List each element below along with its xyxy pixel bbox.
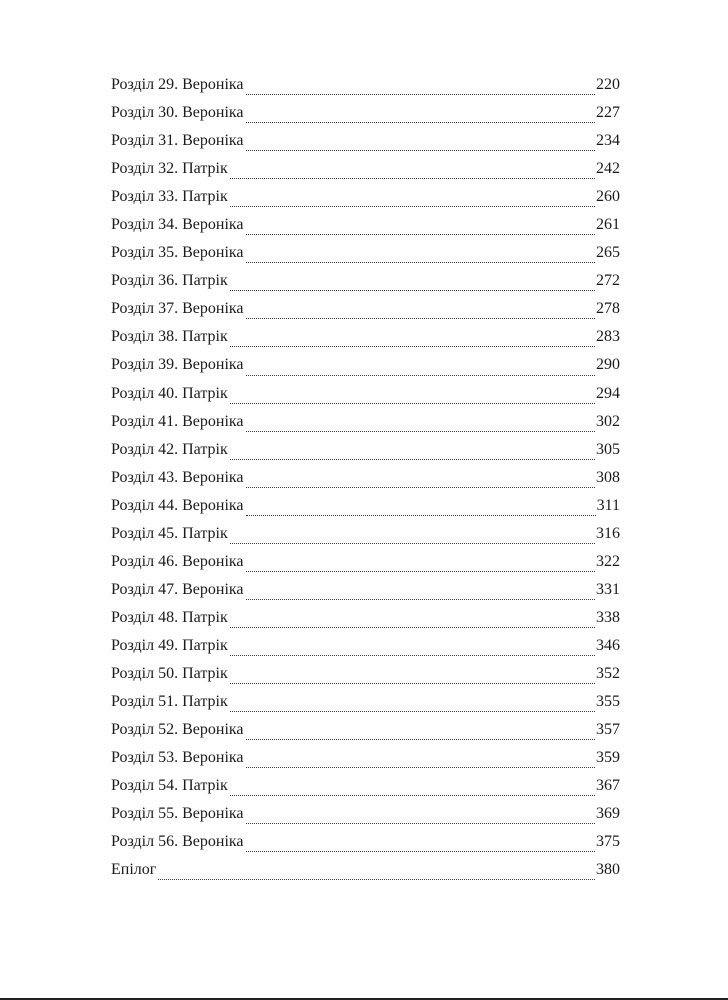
toc-entry (111, 520, 620, 548)
toc-entry-page-number: 322 (596, 552, 620, 570)
toc-dot-leader (246, 121, 595, 123)
toc-entry-title: Розділ 39. Вероніка (111, 356, 244, 374)
toc-entry-title: Розділ 54. Патрік (111, 777, 228, 795)
toc-entry (111, 183, 620, 211)
toc-dot-leader (246, 233, 595, 235)
toc-entry (111, 576, 620, 604)
toc-dot-leader (246, 149, 595, 151)
toc-entry (111, 71, 620, 99)
toc-entry-page-number: 302 (596, 412, 620, 430)
toc-dot-leader (230, 205, 595, 207)
toc-entry-title: Розділ 32. Патрік (111, 160, 228, 178)
toc-entry-page-number: 338 (596, 608, 620, 626)
toc-entry (111, 239, 620, 267)
toc-entry-page-number: 242 (596, 160, 620, 178)
toc-dot-leader (230, 682, 595, 684)
toc-entry (111, 492, 620, 520)
toc-entry-title: Розділ 34. Вероніка (111, 216, 244, 234)
toc-dot-leader (230, 710, 595, 712)
toc-entry-title: Розділ 41. Вероніка (111, 412, 244, 430)
toc-entry-page-number: 308 (596, 468, 620, 486)
toc-entry (111, 772, 620, 800)
toc-entry-page-number: 290 (596, 356, 620, 374)
toc-entry-title: Розділ 51. Патрік (111, 693, 228, 711)
toc-entry (111, 127, 620, 155)
toc-entry-title: Розділ 29. Вероніка (111, 76, 244, 93)
toc-entry (111, 856, 620, 884)
toc-entry-title: Розділ 53. Вероніка (111, 749, 244, 767)
toc-entry (111, 716, 620, 744)
toc-entry-page-number: 346 (596, 636, 620, 654)
toc-entry-title: Розділ 49. Патрік (111, 636, 228, 654)
toc-dot-leader (230, 542, 595, 544)
toc-dot-leader (230, 794, 595, 796)
toc-entry-page-number: 311 (596, 496, 620, 514)
toc-entry-title: Розділ 43. Вероніка (111, 468, 244, 486)
toc-dot-leader (230, 654, 595, 656)
toc-entry (111, 99, 620, 127)
toc-entry-title: Розділ 33. Патрік (111, 188, 228, 206)
toc-entry-title: Розділ 47. Вероніка (111, 580, 244, 598)
toc-entry (111, 800, 620, 828)
toc-dot-leader (230, 289, 595, 291)
toc-entry-title: Розділ 48. Патрік (111, 608, 228, 626)
toc-entry (111, 155, 620, 183)
toc-entry (111, 632, 620, 660)
toc-entry-page-number: 331 (596, 580, 620, 598)
toc-dot-leader (246, 766, 595, 768)
toc-entry (111, 211, 620, 239)
toc-entry-page-number: 234 (596, 132, 620, 150)
toc-entry-page-number: 355 (596, 693, 620, 711)
toc-entry-title: Розділ 36. Патрік (111, 272, 228, 290)
toc-dot-leader (246, 738, 595, 740)
toc-entry-page-number: 352 (596, 664, 620, 682)
toc-entry-title: Розділ 42. Патрік (111, 440, 228, 458)
toc-entry-page-number: 359 (596, 749, 620, 767)
toc-entry-title: Розділ 30. Вероніка (111, 104, 244, 122)
toc-entry (111, 688, 620, 716)
toc-entry (111, 436, 620, 464)
table-of-contents (111, 71, 620, 884)
toc-entry-title: Розділ 35. Вероніка (111, 244, 244, 262)
toc-entry-page-number: 367 (596, 777, 620, 795)
toc-entry-title: Розділ 55. Вероніка (111, 805, 244, 823)
toc-dot-leader (246, 317, 595, 319)
toc-entry (111, 351, 620, 379)
toc-dot-leader (246, 514, 596, 516)
toc-entry-title: Епілог (111, 861, 157, 879)
toc-dot-leader (246, 486, 595, 488)
toc-entry (111, 267, 620, 295)
toc-entry-title: Розділ 52. Вероніка (111, 721, 244, 739)
toc-entry-title: Розділ 46. Вероніка (111, 552, 244, 570)
toc-entry-title: Розділ 37. Вероніка (111, 300, 244, 318)
toc-entry (111, 548, 620, 576)
toc-entry-page-number: 283 (596, 328, 620, 346)
toc-dot-leader (246, 598, 595, 600)
toc-entry-page-number: 227 (596, 104, 620, 122)
toc-entry-page-number: 305 (596, 440, 620, 458)
toc-entry-title: Розділ 38. Патрік (111, 328, 228, 346)
toc-dot-leader (246, 570, 595, 572)
toc-entry-page-number: 375 (596, 833, 620, 851)
toc-dot-leader (230, 345, 595, 347)
toc-entry-title: Розділ 45. Патрік (111, 524, 228, 542)
toc-entry-title: Розділ 56. Вероніка (111, 833, 244, 851)
toc-entry-title: Розділ 31. Вероніка (111, 132, 244, 150)
toc-dot-leader (246, 430, 595, 432)
toc-dot-leader (246, 822, 595, 824)
toc-dot-leader (230, 458, 595, 460)
toc-dot-leader (246, 374, 595, 376)
toc-entry-page-number: 357 (596, 721, 620, 739)
toc-entry-title: Розділ 40. Патрік (111, 384, 228, 402)
toc-entry-page-number: 220 (596, 76, 620, 93)
toc-entry (111, 464, 620, 492)
toc-dot-leader (246, 93, 595, 95)
toc-entry (111, 295, 620, 323)
toc-entry-title: Розділ 50. Патрік (111, 664, 228, 682)
toc-entry-page-number: 294 (596, 384, 620, 402)
toc-entry-title: Розділ 44. Вероніка (111, 496, 244, 514)
toc-entry (111, 828, 620, 856)
toc-entry-page-number: 278 (596, 300, 620, 318)
toc-dot-leader (246, 261, 595, 263)
toc-entry-page-number: 369 (596, 805, 620, 823)
toc-entry (111, 744, 620, 772)
toc-entry-page-number: 380 (596, 861, 620, 879)
toc-entry-page-number: 260 (596, 188, 620, 206)
toc-entry (111, 380, 620, 408)
toc-entry-page-number: 316 (596, 524, 620, 542)
toc-entry (111, 408, 620, 436)
toc-dot-leader (230, 177, 595, 179)
toc-entry-page-number: 265 (596, 244, 620, 262)
toc-dot-leader (230, 402, 595, 404)
toc-entry (111, 604, 620, 632)
toc-entry (111, 323, 620, 351)
toc-entry-page-number: 272 (596, 272, 620, 290)
toc-dot-leader (158, 878, 595, 880)
toc-dot-leader (230, 626, 595, 628)
toc-dot-leader (246, 850, 595, 852)
toc-entry-page-number: 261 (596, 216, 620, 234)
toc-entry (111, 660, 620, 688)
